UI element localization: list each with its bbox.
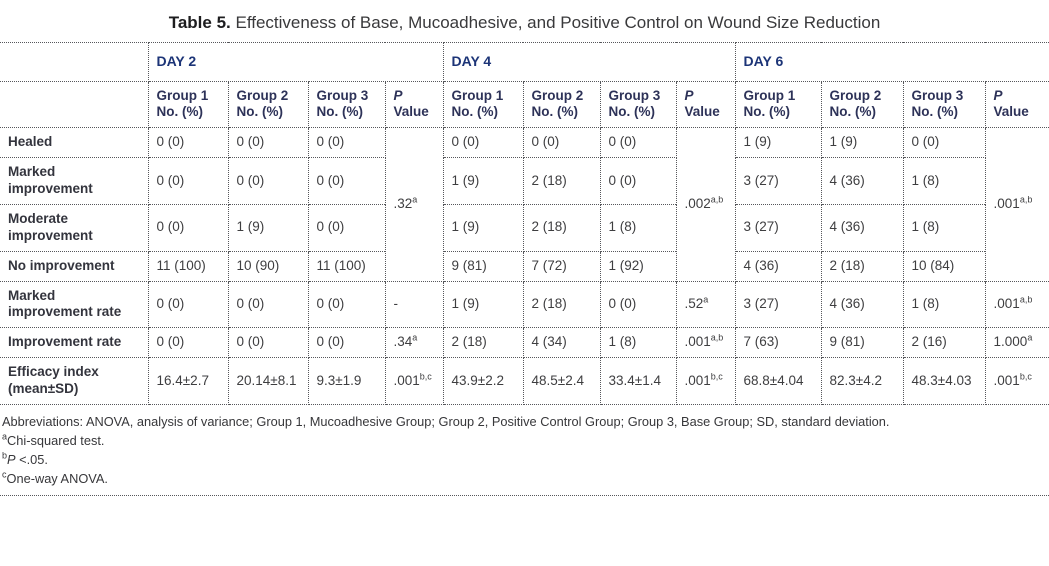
p-value-cell: .001$^{a,b}$: [985, 281, 1049, 328]
table-cell: 0 (0): [228, 281, 308, 328]
table-row-improvement-rate: [0, 328, 1049, 358]
p-value-merged-day6: .001$^{a,b}$: [985, 128, 1049, 281]
table-cell: 1 (8): [600, 328, 676, 358]
table-cell: 4 (36): [821, 204, 903, 251]
table-cell: 20.14±8.1: [228, 358, 308, 405]
col-header-d2-group2: Group 2 No. (%): [228, 81, 308, 128]
table-row-marked-improvement-rate: [0, 281, 1049, 328]
table-cell: 2 (18): [821, 251, 903, 281]
table-cell: 0 (0): [148, 281, 228, 328]
table-cell: 43.9±2.2: [443, 358, 523, 405]
table-cell: 48.5±2.4: [523, 358, 600, 405]
group-header-row: [0, 81, 1049, 128]
col-header-d6-group1: Group 1 No. (%): [735, 81, 821, 128]
table-cell: 0 (0): [443, 128, 523, 158]
p-value-cell: -: [385, 281, 443, 328]
table-cell: 10 (90): [228, 251, 308, 281]
table-cell: 2 (18): [523, 158, 600, 205]
table-footnotes: [0, 405, 1049, 496]
table-row-efficacy-index: [0, 358, 1049, 405]
table-cell: 11 (100): [308, 251, 385, 281]
row-label: Marked improvement rate: [0, 281, 148, 328]
table-cell: 1 (9): [228, 204, 308, 251]
row-label: Improvement rate: [0, 328, 148, 358]
table-cell: 0 (0): [308, 204, 385, 251]
table-cell: 4 (36): [821, 281, 903, 328]
table-cell: 1 (9): [443, 158, 523, 205]
table-cell: 16.4±2.7: [148, 358, 228, 405]
table-cell: 1 (8): [903, 158, 985, 205]
footnote-c: $^c$One-way ANOVA.: [2, 470, 108, 487]
col-header-d6-group2: Group 2 No. (%): [821, 81, 903, 128]
col-header-d2-group3: Group 3 No. (%): [308, 81, 385, 128]
p-value-cell: .001$^{b,c}$: [385, 358, 443, 405]
day6-header: DAY 6: [735, 43, 1049, 82]
col-header-d2-pvalue: P Value: [385, 81, 443, 128]
p-value-merged-day2: .32$^a$: [385, 128, 443, 281]
table-cell: 1 (8): [600, 204, 676, 251]
table-cell: 3 (27): [735, 158, 821, 205]
table-cell: 4 (36): [735, 251, 821, 281]
table-cell: 0 (0): [523, 128, 600, 158]
table-cell: 1 (9): [821, 128, 903, 158]
table-cell: 0 (0): [228, 128, 308, 158]
table-cell: 82.3±4.2: [821, 358, 903, 405]
table-cell: 11 (100): [148, 251, 228, 281]
table-cell: 2 (18): [443, 328, 523, 358]
table-cell: 0 (0): [600, 158, 676, 205]
table-cell: 0 (0): [308, 128, 385, 158]
table-row-no-improvement: [0, 251, 1049, 281]
table-cell: 48.3±4.03: [903, 358, 985, 405]
table-cell: 0 (0): [308, 281, 385, 328]
col-header-d4-group2: Group 2 No. (%): [523, 81, 600, 128]
table-row-moderate-improvement: [0, 204, 1049, 251]
row-label: No improvement: [0, 251, 148, 281]
table-cell: 7 (63): [735, 328, 821, 358]
day4-header: DAY 4: [443, 43, 735, 82]
table-cell: 0 (0): [600, 128, 676, 158]
table-cell: 0 (0): [148, 158, 228, 205]
table-number-label: Table 5.: [168, 13, 231, 32]
table-cell: 3 (27): [735, 204, 821, 251]
table-cell: 0 (0): [228, 328, 308, 358]
p-value-cell: .34$^a$: [385, 328, 443, 358]
table-cell: 1 (9): [735, 128, 821, 158]
col-header-d2-group1: Group 1 No. (%): [148, 81, 228, 128]
results-table: [0, 42, 1049, 405]
footnote-a: $^a$Chi-squared test.: [2, 431, 105, 449]
col-header-d6-pvalue: P Value: [985, 81, 1049, 128]
day2-header: DAY 2: [148, 43, 443, 82]
table-cell: 0 (0): [600, 281, 676, 328]
row-label: Marked improvement: [0, 158, 148, 205]
row-label: Efficacy index (mean±SD): [0, 358, 148, 405]
table-cell: 0 (0): [308, 158, 385, 205]
col-header-d6-group3: Group 3 No. (%): [903, 81, 985, 128]
table-cell: 33.4±1.4: [600, 358, 676, 405]
table-cell: 1 (8): [903, 281, 985, 328]
table-cell: 1 (92): [600, 251, 676, 281]
table-cell: 0 (0): [148, 328, 228, 358]
table-cell: 2 (16): [903, 328, 985, 358]
table-cell: 9 (81): [443, 251, 523, 281]
table-cell: 10 (84): [903, 251, 985, 281]
table-cell: 4 (36): [821, 158, 903, 205]
table-cell: 68.8±4.04: [735, 358, 821, 405]
footnote-b: $^b$P <.05.: [2, 450, 48, 468]
table-cell: 7 (72): [523, 251, 600, 281]
p-value-merged-day4: .002$^{a,b}$: [676, 128, 735, 281]
table-cell: 0 (0): [148, 128, 228, 158]
table-cell: 0 (0): [148, 204, 228, 251]
row-label: Healed: [0, 128, 148, 158]
corner-cell: [0, 43, 148, 82]
table-cell: 9.3±1.9: [308, 358, 385, 405]
p-value-cell: .001$^{b,c}$: [676, 358, 735, 405]
corner-cell: [0, 81, 148, 128]
col-header-d4-group1: Group 1 No. (%): [443, 81, 523, 128]
table-cell: 3 (27): [735, 281, 821, 328]
table-cell: 1 (8): [903, 204, 985, 251]
table-cell: 2 (18): [523, 204, 600, 251]
table-cell: 1 (9): [443, 281, 523, 328]
table-cell: 4 (34): [523, 328, 600, 358]
table-cell: 0 (0): [228, 158, 308, 205]
footnote-abbreviations: Abbreviations: ANOVA, analysis of variance; Group 1, Mucoadhesive Group; Group 2, Positive Control Group; Group 3, Base Group; SD, standard deviation.: [2, 413, 890, 429]
table-title-text: Effectiveness of Base, Mucoadhesive, and Positive Control on Wound Size Reduction: [235, 13, 881, 32]
p-value-cell: .001$^{a,b}$: [676, 328, 735, 358]
p-value-cell: 1.000$^a$: [985, 328, 1049, 358]
table-title: [0, 0, 1049, 42]
table-cell: 9 (81): [821, 328, 903, 358]
table-row-marked-improvement: [0, 158, 1049, 205]
table-cell: 1 (9): [443, 204, 523, 251]
table-row-healed: [0, 128, 1049, 158]
col-header-d4-pvalue: P Value: [676, 81, 735, 128]
table-cell: 0 (0): [903, 128, 985, 158]
day-header-row: [0, 43, 1049, 82]
table-cell: 2 (18): [523, 281, 600, 328]
table-cell: 0 (0): [308, 328, 385, 358]
col-header-d4-group3: Group 3 No. (%): [600, 81, 676, 128]
p-value-cell: .001$^{b,c}$: [985, 358, 1049, 405]
p-value-cell: .52$^a$: [676, 281, 735, 328]
row-label: Moderate improvement: [0, 204, 148, 251]
